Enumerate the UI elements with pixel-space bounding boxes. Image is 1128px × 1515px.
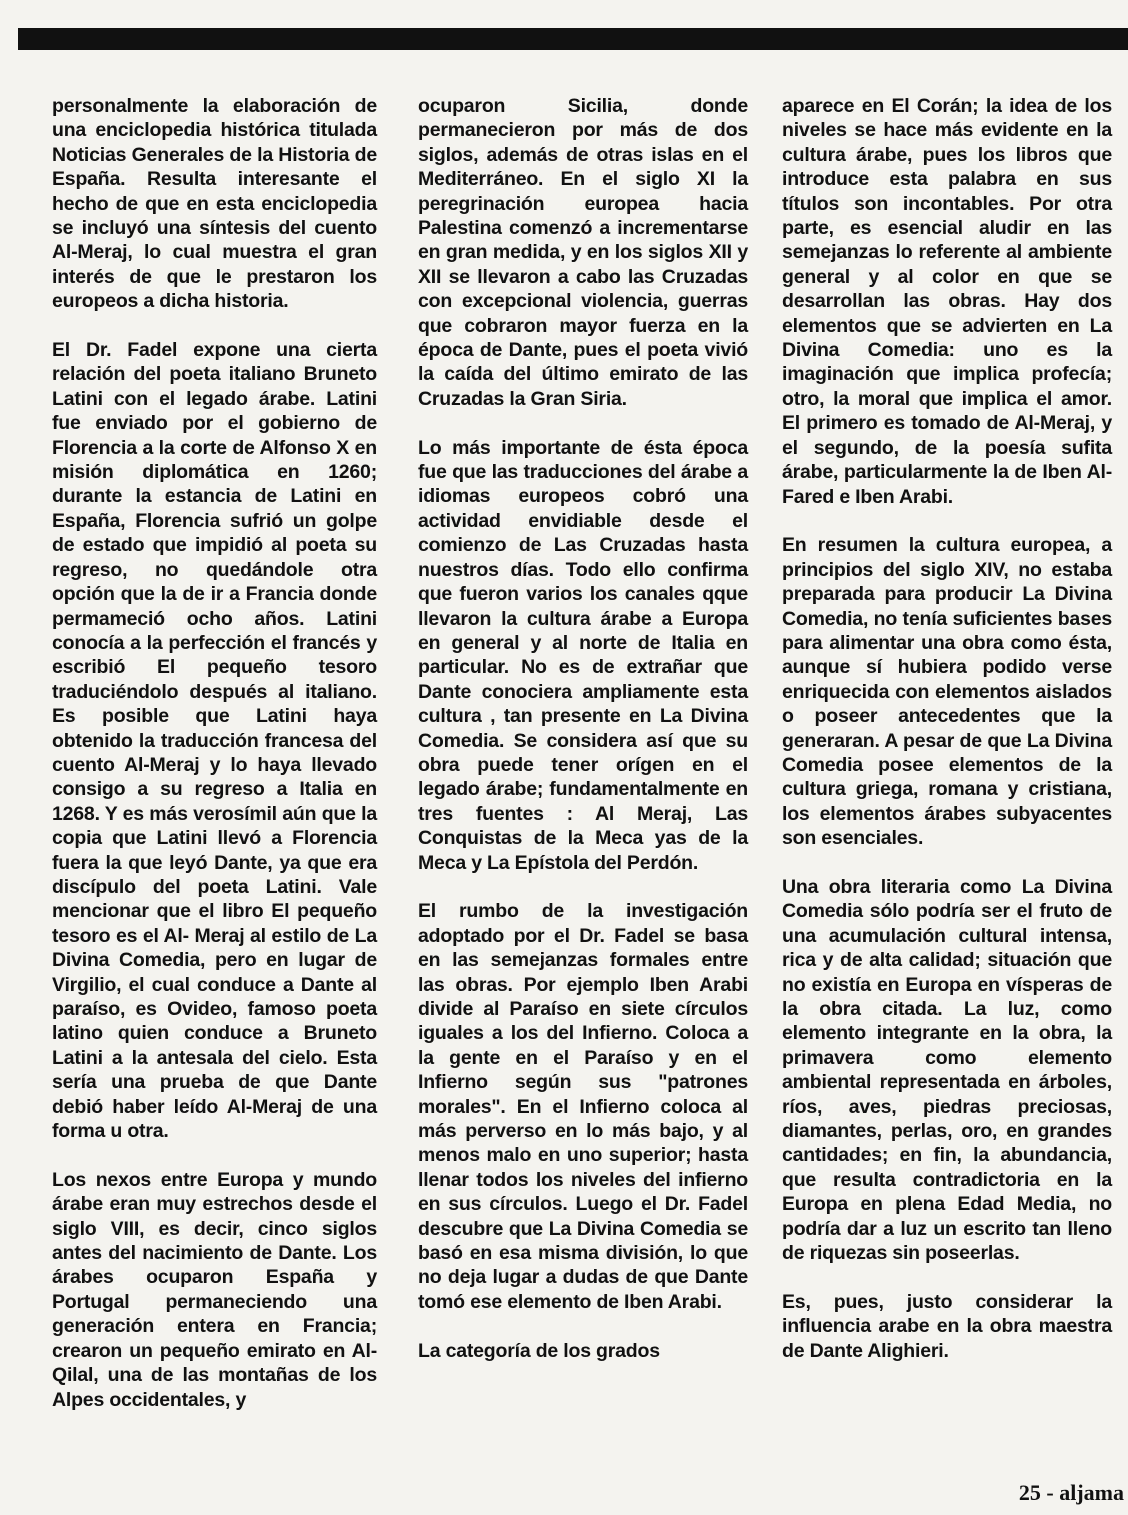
- header-bar: [18, 28, 1128, 50]
- paragraph: aparece en El Corán; la idea de los niveles se hace más evidente en la cultura árabe, pues los libros que introduce esta palabra en sus títulos son incontables. Por otra parte, es esencial aludir en las semejanzas lo referente al ambiente general y al color en que se desarrollan las obras. Hay dos elementos que se advierten en La Divina Comedia: uno es la imaginación que implica profecía; otro, la moral que implica el amor. El primero es tomado de Al-Meraj, y el segundo, de la poesía sufita árabe, particularmente la de Iben Al-Fared e Iben Arabi.: [782, 95, 1112, 508]
- paragraph: El Dr. Fadel expone una cierta relación del poeta italiano Bruneto Latini con el legado árabe. Latini fue enviado por el gobierno de Florencia a la corte de Alfonso X en misión diplomática en 1260; durante la estancia de Latini en España, Florencia sufrió un golpe de estado que impidió al poeta su regreso, no quedándole otra opción que la de ir a Francia donde permameció ocho años. Latini conocía a la perfección el francés y escribió El pequeño tesoro traduciéndolo después al italiano. Es posible que Latini haya obtenido la traducción francesa del cuento Al-Meraj y lo haya llevado consigo a su regreso a Italia en 1268. Y es más verosímil aún que la copia que Latini llevó a Florencia fuera la que leyó Dante, ya que era discípulo del poeta Latini. Vale mencionar que el libro El pequeño tesoro es el Al- Meraj al estilo de La Divina Comedia, pero en lugar de Virgilio, el cual conduce a Dante al paraíso, es Ovideo, famoso poeta latino quien conduce a Bruneto Latini a la antesala del cielo. Esta sería una prueba de que Dante debió haber leído Al-Meraj de una forma u otra.: [52, 339, 377, 1143]
- paragraph: En resumen la cultura europea, a principios del siglo XIV, no estaba preparada para producir La Divina Comedia, no tenía suficientes bases para alimentar una obra como ésta, aunque sí hubiera podido verse enriquecida con elementos aislados o poseer antecedentes que la generaran. A pesar de que La Divina Comedia posee elementos de la cultura griega, romana y cristiana, los elementos árabes subyacentes son esenciales.: [782, 534, 1112, 850]
- paragraph: Es, pues, justo considerar la influencia arabe en la obra maestra de Dante Alighieri.: [782, 1290, 1112, 1362]
- paragraph: Lo más importante de ésta época fue que las traducciones del árabe a idiomas europeos cobró una actividad envidiable desde el comienzo de Las Cruzadas hasta nuestros días. Todo ello confirma que fueron varios los canales qque llevaron la cultura árabe a Europa en general y al norte de Italia en particular. No es de extrañar que Dante conociera ampliamente esta cultura , tan presente en La Divina Comedia. Se considera así que su obra puede tener orígen en el legado árabe; fundamentalmente en tres fuentes : Al Meraj, Las Conquistas de la Meca yas de la Meca y La Epístola del Perdón.: [418, 436, 748, 874]
- page-number-label: 25 - aljama: [1018, 1480, 1124, 1505]
- paragraph: personalmente la elaboración de una enciclopedia histórica titulada Noticias Generales de la Historia de España. Resulta interesante el hecho de que en esta enciclopedia se incluyó una síntesis del cuento Al-Meraj, lo cual muestra el gran interés de que le prestaron los europeos a dicha historia.: [52, 95, 377, 313]
- text-column-1: [52, 94, 377, 1412]
- paragraph: El rumbo de la investigación adoptado por el Dr. Fadel se basa en las semejanzas formales entre las obras. Por ejemplo Iben Arabi divide al Paraíso en siete círculos iguales a los del Infierno. Coloca a la gente en el Paraíso y en el Infierno según sus "patrones morales". En el Infierno coloca al más perverso en lo más bajo, y al menos malo en uno superior; hasta llenar todos los niveles del infierno en sus círculos. Luego el Dr. Fadel descubre que La Divina Comedia se basó en esa misma división, lo que no deja lugar a dudas de que Dante tomó ese elemento de Iben Arabi.: [418, 900, 748, 1313]
- paragraph: Una obra literaria como La Divina Comedia sólo podría ser el fruto de una acumulación cultural intensa, rica y de alta calidad; situación que no existía en Europa en vísperas de la obra citada. La luz, como elemento integrante en la obra, la primavera como elemento ambiental representada en árboles, ríos, aves, piedras preciosas, diamantes, perlas, oro, en grandes cantidades; en fin, la abundancia, que resulta contradictoria en la Europa en plena Edad Media, no podría dar a luz un escrito tan lleno de riquezas sin poseerlas.: [782, 875, 1112, 1265]
- paragraph: ocuparon Sicilia, donde permanecieron por más de dos siglos, además de otras islas en el Mediterráneo. En el siglo XI la peregrinación europea hacia Palestina comenzó a incrementarse en gran medida, y en los siglos XII y XII se llevaron a cabo las Cruzadas con excepcional violencia, guerras que cobraron mayor fuerza en la época de Dante, pues el poeta vivió la caída del último emirato de las Cruzadas la Gran Siria.: [418, 95, 748, 410]
- text-column-3: [782, 94, 1112, 1363]
- text-column-2: [418, 94, 748, 1363]
- paragraph: Los nexos entre Europa y mundo árabe eran muy estrechos desde el siglo VIII, es decir, cinco siglos antes del nacimiento de Dante. Los árabes ocuparon España y Portugal permaneciendo una generación entera en Francia; crearon un pequeño emirato en Al- Qilal, una de las montañas de los Alpes occidentales, y: [52, 1168, 377, 1411]
- paragraph: La categoría de los grados: [418, 1339, 660, 1362]
